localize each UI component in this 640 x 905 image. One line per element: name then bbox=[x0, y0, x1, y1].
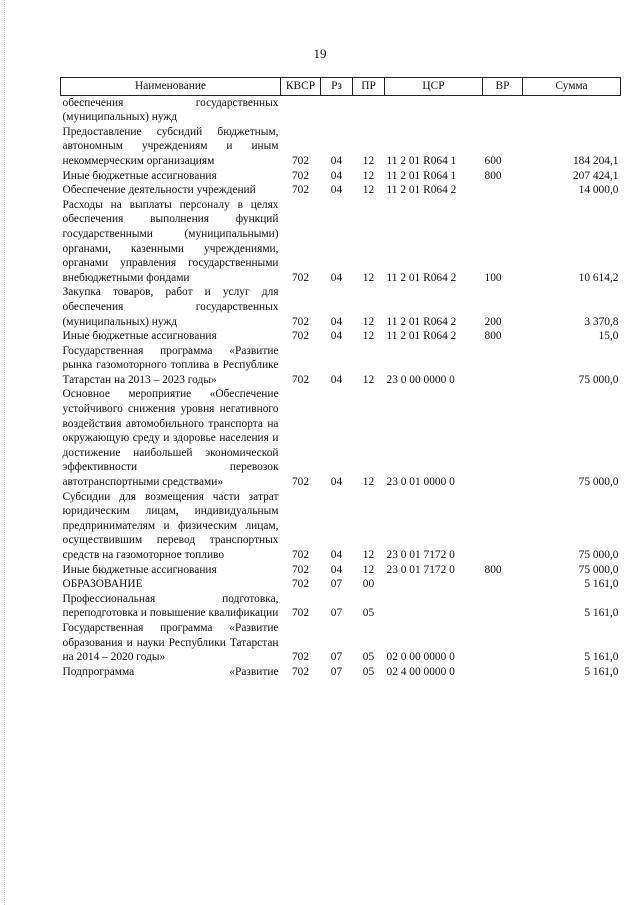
cell-sum: 14 000,0 bbox=[578, 184, 619, 197]
table-row bbox=[61, 563, 621, 578]
table-row bbox=[61, 665, 621, 680]
cell-vr bbox=[483, 183, 523, 198]
cell-name: Подпрограмма «Развитие bbox=[62, 665, 279, 678]
table-row bbox=[61, 490, 621, 563]
cell-sum: 75 000,0 bbox=[578, 476, 619, 489]
table-row bbox=[61, 169, 621, 184]
cell-kvsr: 702 bbox=[291, 651, 310, 664]
cell-csr: 23 0 00 0000 0 bbox=[386, 373, 455, 386]
cell-csr bbox=[385, 95, 483, 125]
cell-vr bbox=[483, 344, 523, 388]
cell-pr: 12 bbox=[362, 315, 375, 328]
cell-name: обеспечения государственных (муниципальных) нужд bbox=[62, 96, 279, 124]
page-number: 19 bbox=[313, 46, 327, 61]
cell-kvsr: 702 bbox=[291, 563, 310, 576]
cell-csr: 11 2 01 R064 2 bbox=[386, 315, 457, 328]
cell-rz: 04 bbox=[330, 184, 343, 197]
table-row bbox=[61, 95, 621, 125]
cell-kvsr: 702 bbox=[291, 330, 310, 343]
cell-sum: 207 424,1 bbox=[572, 169, 619, 182]
cell-vr bbox=[483, 387, 523, 489]
cell-kvsr: 702 bbox=[291, 476, 310, 489]
table-row bbox=[61, 183, 621, 198]
cell-name: Обеспечение деятельности учреждений bbox=[62, 184, 256, 197]
cell-name: Профессиональная подготовка, переподготовка и повышение квалификации bbox=[62, 592, 279, 620]
cell-pr: 05 bbox=[362, 651, 375, 664]
table-row bbox=[61, 621, 621, 665]
table-body bbox=[61, 95, 621, 679]
cell-vr: 600 bbox=[484, 154, 502, 167]
cell-vr bbox=[483, 490, 523, 563]
cell-sum: 5 161,0 bbox=[584, 578, 619, 591]
cell-pr: 12 bbox=[362, 154, 375, 167]
table-row bbox=[61, 592, 621, 621]
cell-pr: 12 bbox=[362, 373, 375, 386]
cell-vr bbox=[483, 95, 523, 125]
header-csr: ЦСР bbox=[385, 78, 483, 96]
cell-rz: 04 bbox=[330, 476, 343, 489]
table-row bbox=[61, 198, 621, 286]
cell-kvsr: 702 bbox=[291, 607, 310, 620]
budget-table bbox=[60, 77, 621, 679]
cell-sum: 75 000,0 bbox=[578, 563, 619, 576]
table-row bbox=[61, 387, 621, 489]
cell-csr: 11 2 01 R064 2 bbox=[386, 330, 457, 343]
cell-pr: 05 bbox=[362, 607, 375, 620]
cell-name: Иные бюджетные ассигнования bbox=[62, 169, 217, 182]
header-rz: Рз bbox=[321, 78, 353, 96]
cell-name: Иные бюджетные ассигнования bbox=[62, 330, 217, 343]
cell-csr: 23 0 01 7172 0 bbox=[386, 563, 455, 576]
cell-pr: 05 bbox=[362, 665, 375, 678]
cell-name: Предоставление субсидий бюджетным, автономным учреждениям и иным некоммерческим организациям bbox=[62, 125, 279, 167]
cell-vr bbox=[483, 621, 523, 665]
cell-kvsr: 702 bbox=[291, 184, 310, 197]
cell-kvsr: 702 bbox=[291, 549, 310, 561]
cell-vr bbox=[483, 577, 523, 592]
header-vr: ВР bbox=[483, 78, 523, 96]
cell-rz: 04 bbox=[330, 563, 343, 576]
cell-kvsr: 702 bbox=[291, 578, 310, 591]
cell-csr: 11 2 01 R064 1 bbox=[386, 154, 457, 167]
cell-pr: 12 bbox=[362, 169, 375, 182]
cell-csr: 02 4 00 0000 0 bbox=[386, 665, 455, 678]
cell-csr: 11 2 01 R064 2 bbox=[386, 271, 457, 284]
cell-sum: 5 161,0 bbox=[584, 665, 619, 678]
cell-kvsr: 702 bbox=[291, 665, 310, 678]
cell-name: Закупка товаров, работ и услуг для обеспечения государственных (муниципальных) нужд bbox=[62, 286, 279, 328]
table-row bbox=[61, 329, 621, 344]
cell-rz: 07 bbox=[330, 665, 343, 678]
cell-pr: 12 bbox=[362, 271, 375, 284]
cell-name: Субсидии для возмещения части затрат юридическим лицам, индивидуальным предпринимателям и физическим лицам, осуществившим перевод транспортных средств на газомоторное топливо bbox=[62, 490, 279, 561]
cell-sum: 184 204,1 bbox=[572, 154, 619, 167]
cell-rz: 04 bbox=[330, 271, 343, 284]
cell-sum: 5 161,0 bbox=[584, 607, 619, 620]
cell-name: Расходы на выплаты персоналу в целях обеспечения выполнения функций государственными (муниципальными) органами, казенными учреждениями, органами управления государственными внебюджетными фондами bbox=[62, 198, 279, 284]
cell-rz: 04 bbox=[330, 549, 343, 561]
header-sum: Сумма bbox=[523, 78, 621, 96]
cell-rz: 04 bbox=[330, 315, 343, 328]
cell-pr: 12 bbox=[362, 184, 375, 197]
cell-kvsr: 702 bbox=[291, 315, 310, 328]
cell-rz: 07 bbox=[330, 607, 343, 620]
cell-sum: 5 161,0 bbox=[584, 651, 619, 664]
table-header-row bbox=[61, 78, 621, 96]
cell-vr: 100 bbox=[484, 271, 502, 284]
cell-rz: 04 bbox=[330, 169, 343, 182]
cell-rz: 04 bbox=[330, 154, 343, 167]
cell-name: ОБРАЗОВАНИЕ bbox=[62, 578, 143, 591]
cell-csr bbox=[385, 577, 483, 592]
cell-kvsr bbox=[281, 95, 321, 125]
cell-sum: 15,0 bbox=[598, 330, 619, 343]
cell-kvsr: 702 bbox=[291, 154, 310, 167]
cell-name: Иные бюджетные ассигнования bbox=[62, 563, 217, 576]
cell-vr: 800 bbox=[484, 563, 502, 576]
cell-vr: 800 bbox=[484, 169, 502, 182]
cell-csr: 11 2 01 R064 2 bbox=[386, 184, 457, 197]
cell-pr: 12 bbox=[362, 476, 375, 489]
cell-pr: 12 bbox=[362, 549, 375, 561]
cell-kvsr: 702 bbox=[291, 271, 310, 284]
cell-name: Государственная программа «Развитие рынка газомоторного топлива в Республике Татарстан на 2013 – 2023 годы» bbox=[62, 344, 279, 386]
cell-sum: 75 000,0 bbox=[578, 373, 619, 386]
cell-name: Государственная программа «Развитие образования и науки Республики Татарстан на 2014 – 2020 годы» bbox=[62, 621, 279, 664]
cell-vr: 200 bbox=[484, 315, 502, 328]
cell-rz: 07 bbox=[330, 651, 343, 664]
cell-pr: 00 bbox=[362, 578, 375, 591]
cell-sum: 75 000,0 bbox=[578, 549, 619, 561]
header-name: Наименование bbox=[61, 78, 281, 96]
cell-csr: 23 0 01 0000 0 bbox=[386, 476, 455, 489]
cell-vr bbox=[483, 665, 523, 680]
table-row bbox=[61, 344, 621, 388]
cell-kvsr: 702 bbox=[291, 169, 310, 182]
cell-rz bbox=[321, 95, 353, 125]
cell-name: Основное мероприятие «Обеспечение устойчивого снижения уровня негативного воздействия автомобильного транспорта на окружающую среду и здоровье населения и достижение наибольшей экономической эффективности перевозок автотранспортными средствами» bbox=[62, 388, 279, 489]
cell-sum bbox=[523, 95, 621, 125]
cell-csr: 11 2 01 R064 1 bbox=[386, 169, 457, 182]
table-row bbox=[61, 285, 621, 329]
table-row bbox=[61, 577, 621, 592]
cell-rz: 07 bbox=[330, 578, 343, 591]
cell-rz: 04 bbox=[330, 373, 343, 386]
cell-vr: 800 bbox=[484, 330, 502, 343]
cell-pr bbox=[353, 95, 385, 125]
cell-pr: 12 bbox=[362, 330, 375, 343]
table-row bbox=[61, 125, 621, 169]
cell-csr bbox=[385, 592, 483, 621]
cell-csr: 23 0 01 7172 0 bbox=[386, 549, 455, 561]
cell-pr: 12 bbox=[362, 563, 375, 576]
cell-rz: 04 bbox=[330, 330, 343, 343]
header-kvsr: КВСР bbox=[281, 78, 321, 96]
cell-sum: 10 614,2 bbox=[578, 271, 619, 284]
cell-kvsr: 702 bbox=[291, 373, 310, 386]
cell-csr: 02 0 00 0000 0 bbox=[386, 651, 455, 664]
cell-sum: 3 370,8 bbox=[584, 315, 619, 328]
cell-vr bbox=[483, 592, 523, 621]
header-pr: ПР bbox=[353, 78, 385, 96]
page-edge-dotted-line bbox=[4, 0, 5, 905]
